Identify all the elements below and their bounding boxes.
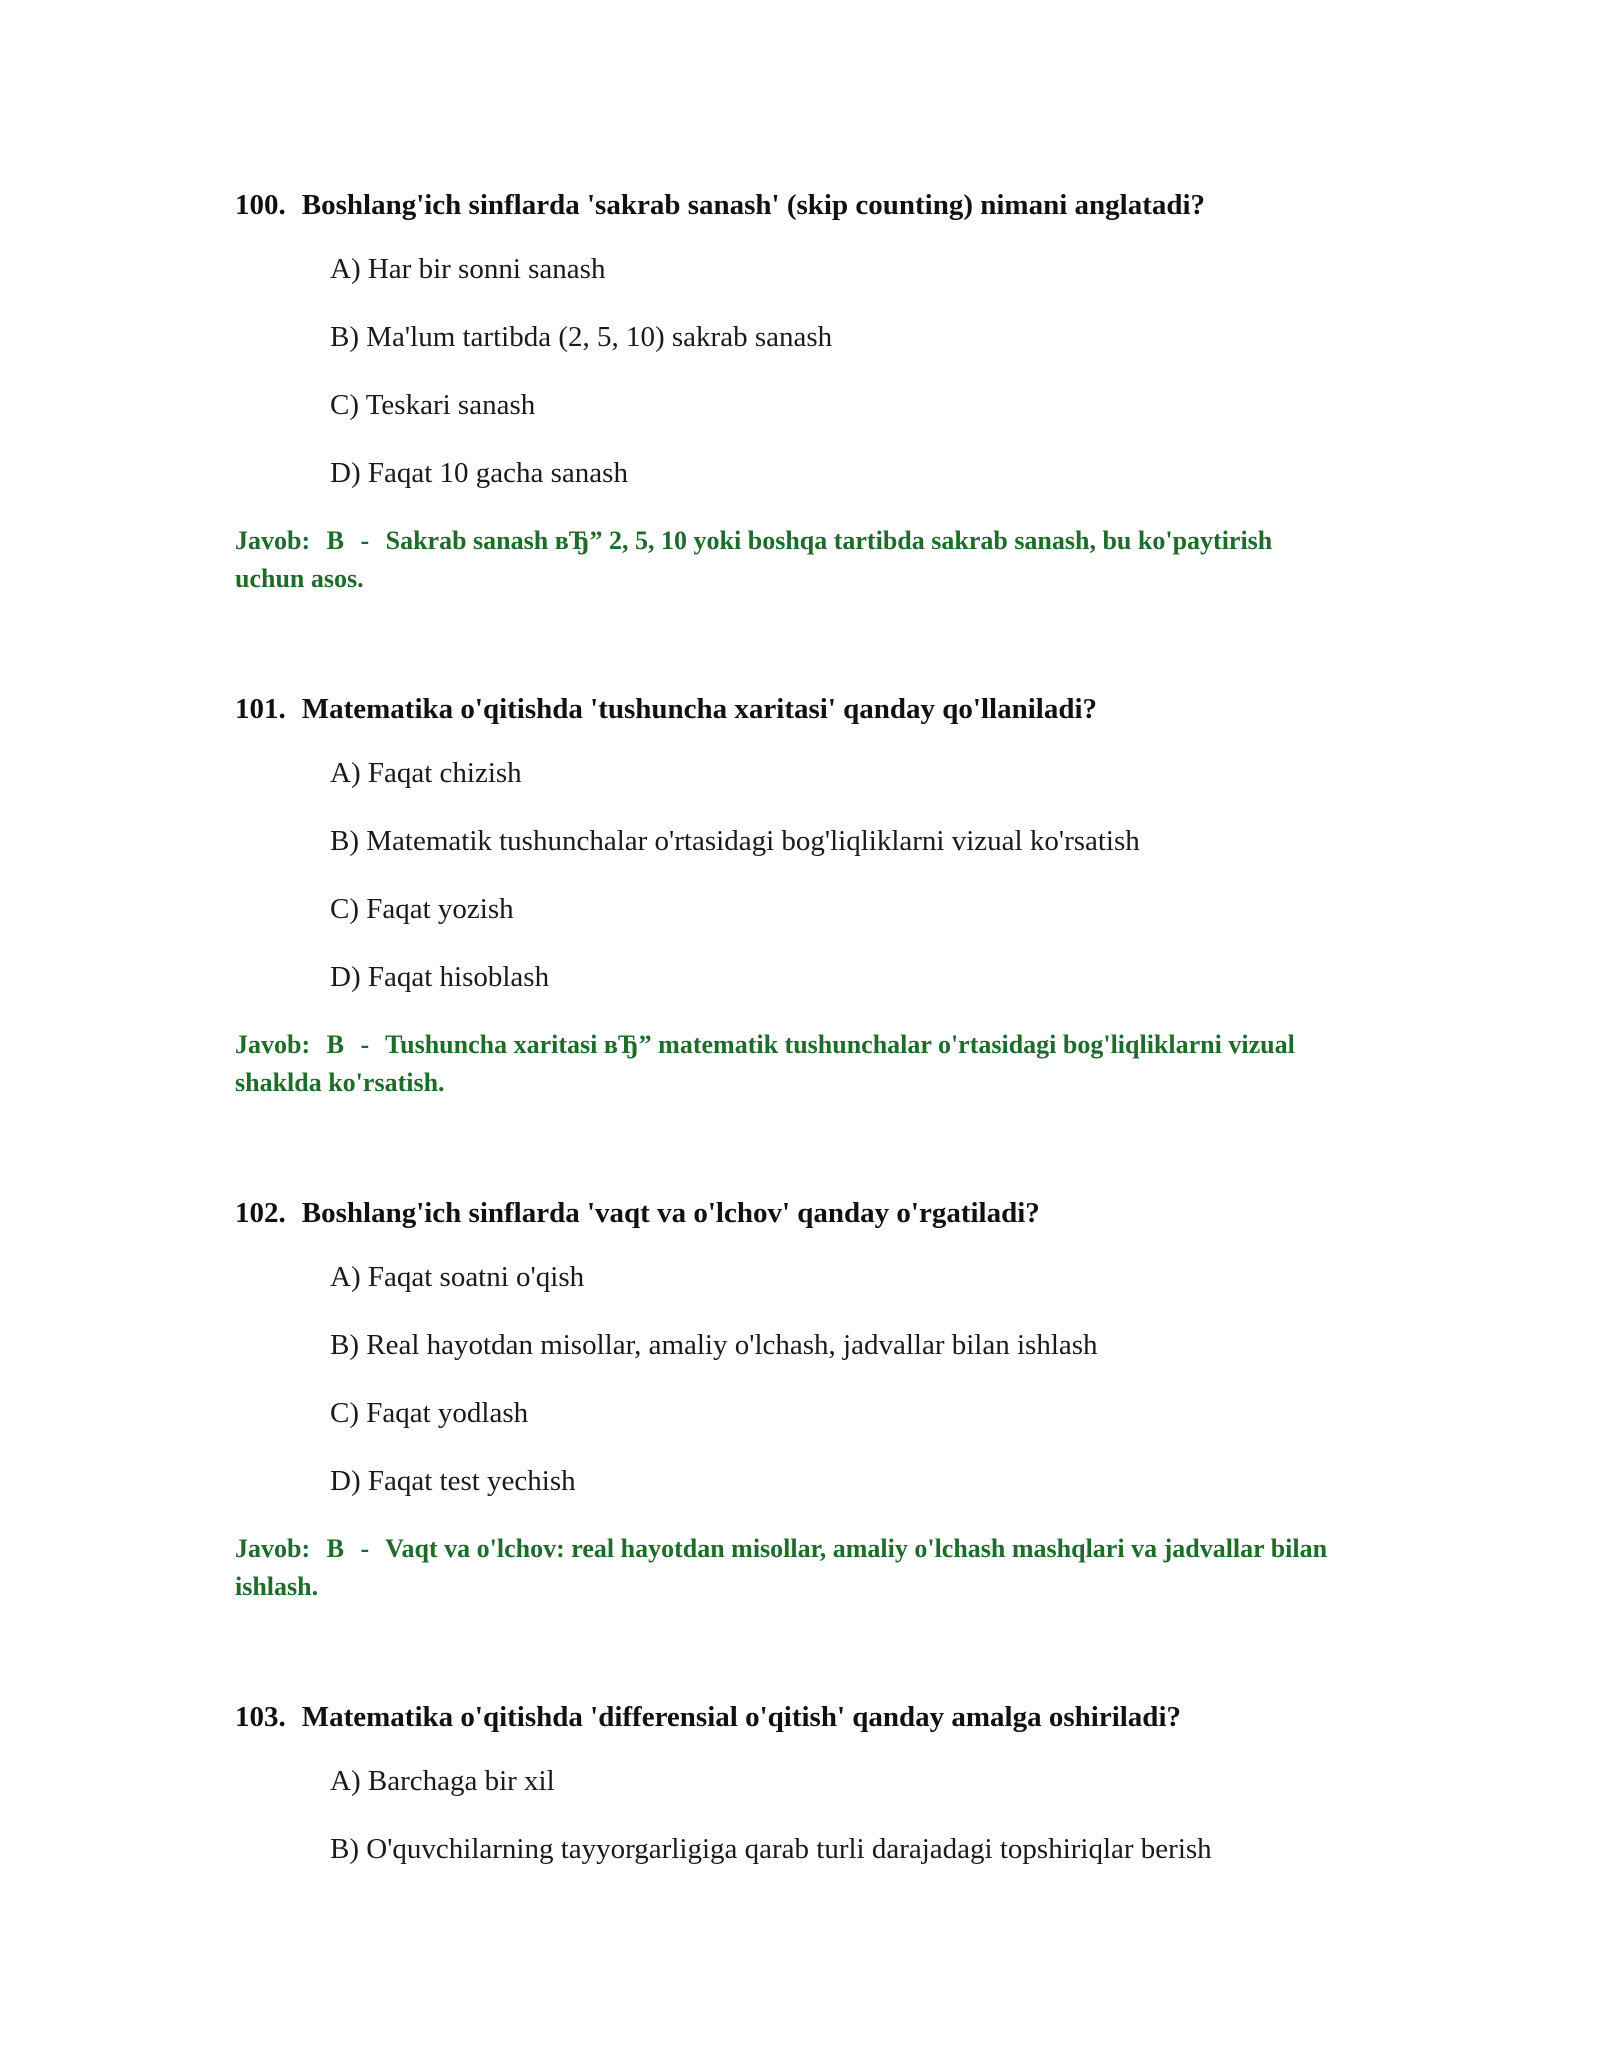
question-101 [235, 692, 1385, 1102]
option-b: B) O'quvchilarning tayyorgarligiga qarab turli darajadagi topshiriqlar berish [330, 1833, 1212, 1865]
option-d: D) Faqat test yechish [330, 1465, 576, 1497]
question-title [235, 1196, 1385, 1230]
option-c: C) Faqat yozish [330, 893, 514, 925]
question-number: 103. [235, 1701, 286, 1733]
answer-text: Vaqt va o'lchov: real hayotdan misollar, amaliy o'lchash mashqlari va jadvallar bilan ishlash. [235, 1534, 1328, 1601]
question-title [235, 1700, 1385, 1734]
options-list [330, 1260, 1385, 1532]
answer-separator: - [360, 1030, 370, 1059]
option-c: C) Teskari sanash [330, 389, 536, 421]
options-list [330, 252, 1385, 524]
question-number: 100. [235, 189, 286, 221]
answer-label: Javob: [235, 526, 311, 555]
answer-letter: B [326, 1534, 344, 1563]
question-100 [235, 188, 1385, 598]
option-c: C) Faqat yodlash [330, 1397, 529, 1429]
question-text: Matematika o'qitishda 'differensial o'qitish' qanday amalga oshiriladi? [301, 1701, 1181, 1733]
option-a: A) Faqat soatni o'qish [330, 1261, 585, 1293]
option-a: A) Har bir sonni sanash [330, 253, 606, 285]
option-b: B) Ma'lum tartibda (2, 5, 10) sakrab sanash [330, 321, 833, 353]
option-d: D) Faqat hisoblash [330, 961, 550, 993]
answer-text: Sakrab sanash вЂ” 2, 5, 10 yoki boshqa tartibda sakrab sanash, bu ko'paytirish uchun asos. [235, 526, 1273, 593]
answer-block [235, 1026, 1335, 1102]
question-title [235, 188, 1385, 222]
answer-separator: - [360, 526, 370, 555]
question-number: 101. [235, 693, 286, 725]
option-d: D) Faqat 10 gacha sanash [330, 457, 628, 489]
answer-separator: - [360, 1534, 370, 1563]
answer-block [235, 1530, 1335, 1606]
answer-letter: B [326, 1030, 344, 1059]
options-list [330, 1764, 1385, 1900]
question-number: 102. [235, 1197, 286, 1229]
answer-label: Javob: [235, 1534, 311, 1563]
answer-block [235, 522, 1335, 598]
answer-text: Tushuncha xaritasi вЂ” matematik tushunchalar o'rtasidagi bog'liqliklarni vizual shaklda ko'rsatish. [235, 1030, 1295, 1097]
option-b: B) Matematik tushunchalar o'rtasidagi bog'liqliklarni vizual ko'rsatish [330, 825, 1140, 857]
question-102 [235, 1196, 1385, 1606]
question-text: Boshlang'ich sinflarda 'sakrab sanash' (skip counting) nimani anglatadi? [301, 189, 1206, 221]
option-a: A) Faqat chizish [330, 757, 522, 789]
option-a: A) Barchaga bir xil [330, 1765, 555, 1797]
question-text: Boshlang'ich sinflarda 'vaqt va o'lchov' qanday o'rgatiladi? [301, 1197, 1040, 1229]
question-103 [235, 1700, 1385, 1900]
answer-label: Javob: [235, 1030, 311, 1059]
question-text: Matematika o'qitishda 'tushuncha xaritasi' qanday qo'llaniladi? [301, 693, 1098, 725]
options-list [330, 756, 1385, 1028]
question-title [235, 692, 1385, 726]
option-b: B) Real hayotdan misollar, amaliy o'lchash, jadvallar bilan ishlash [330, 1329, 1098, 1361]
answer-letter: B [326, 526, 344, 555]
